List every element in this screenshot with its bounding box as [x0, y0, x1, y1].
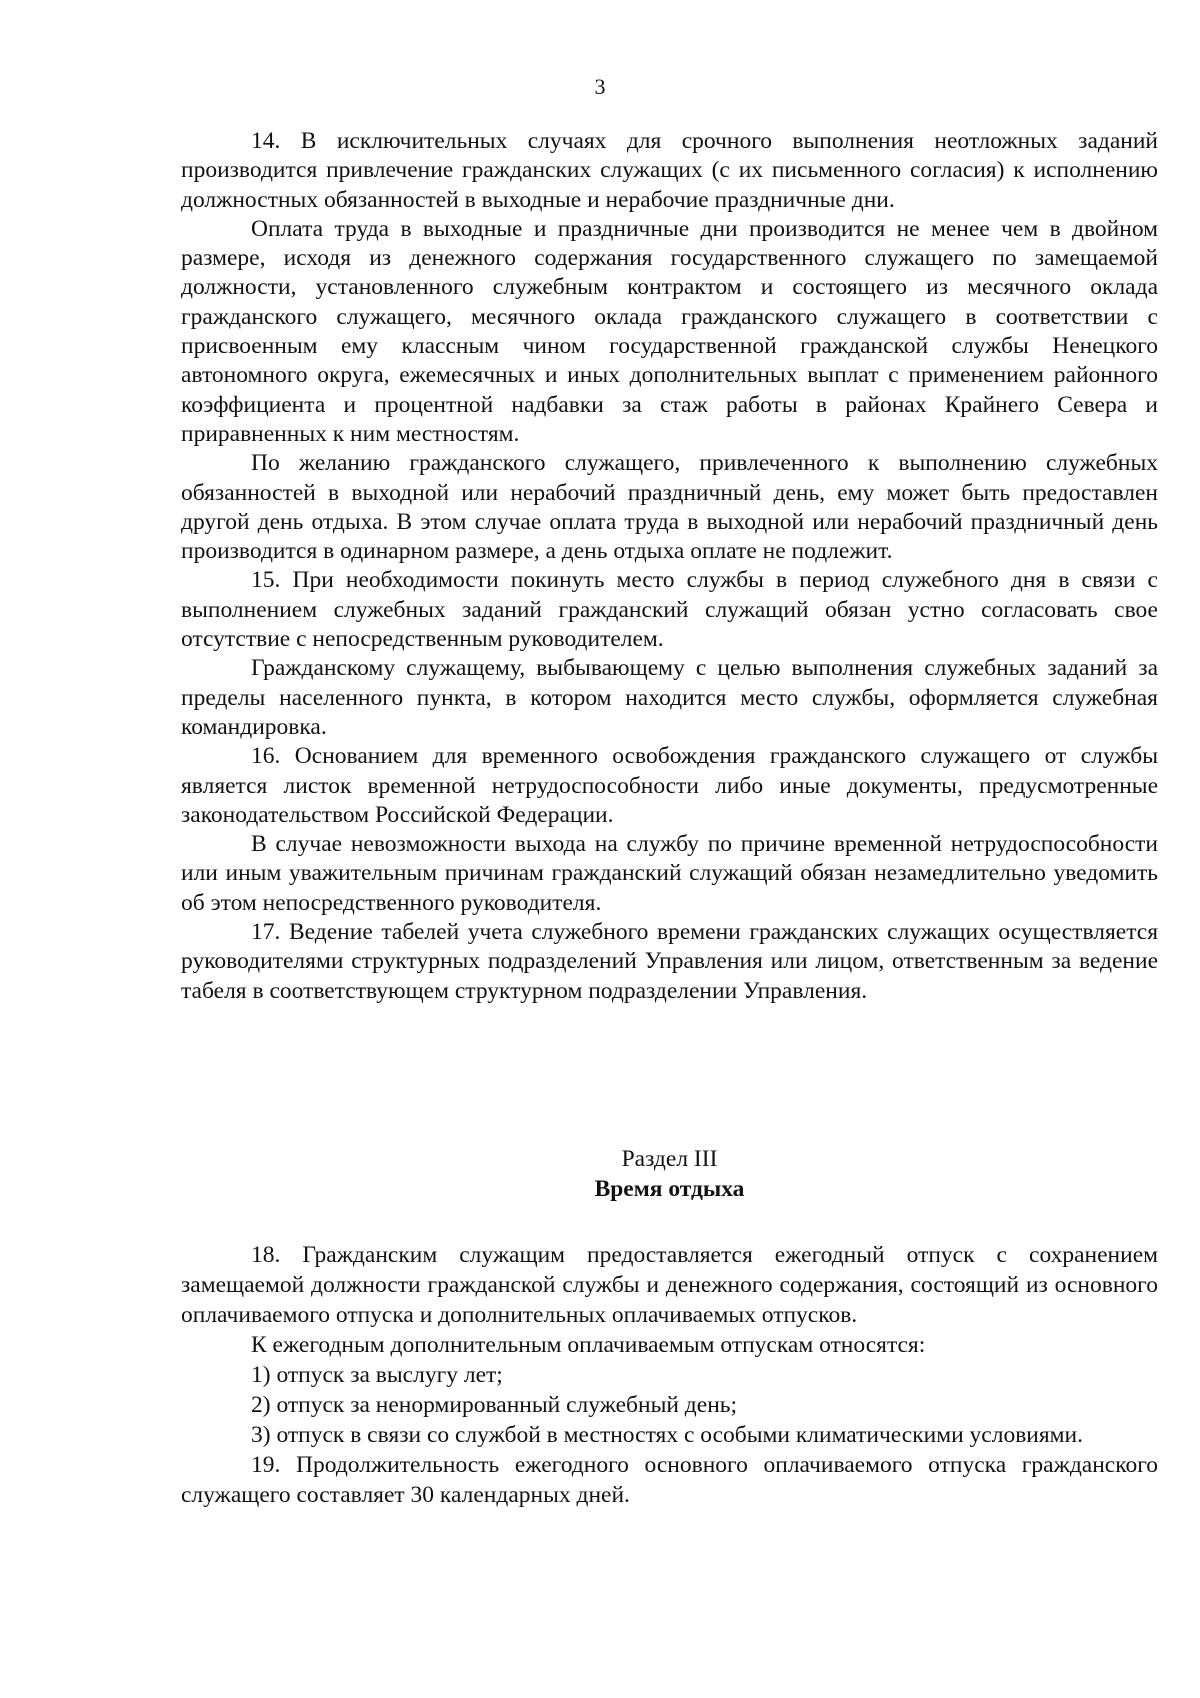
- body-text-part1: [181, 127, 1158, 1006]
- paragraph-19: 19. Продолжительность ежегодного основного оплачиваемого отпуска гражданского служащего составляет 30 календарных дней.: [181, 1452, 1158, 1508]
- paragraph-payment: Оплата труда в выходные и праздничные дни производится не менее чем в двойном размере, исходя из денежного содержания государственного служащего по замещаемой должности, установленного служебным контрактом и состоящего из месячного оклада гражданского служащего, месячного оклада гражданского служащего в соответствии с присвоенным ему классным чином государственной гражданской службы Ненецкого автономного округа, ежемесячных и иных дополнительных выплат с применением районного коэффициента и процентной надбавки за стаж работы в районах Крайнего Севера и приравненных к ним местностям.: [181, 215, 1158, 447]
- paragraph-16: 16. Основанием для временного освобождения гражданского служащего от службы является листок временной нетрудоспособности либо иные документы, предусмотренные законодательством Российской Федерации.: [181, 743, 1158, 828]
- body-text-part2: [181, 1240, 1158, 1510]
- paragraph-day-off: По желанию гражданского служащего, привлеченного к выполнению служебных обязанностей в выходной или нерабочий праздничный день, ему может быть предоставлен другой день отдыха. В этом случае оплата труда в выходной или нерабочий праздничный день производится в одинарном размере, а день отдыха оплате не подлежит.: [181, 450, 1158, 565]
- list-item-3: 3) отпуск в связи со службой в местностях с особыми климатическими условиями.: [251, 1422, 1084, 1448]
- section-header: [181, 1144, 1158, 1204]
- paragraph-additional-leaves: К ежегодным дополнительным оплачиваемым отпускам относятся:: [251, 1332, 926, 1358]
- paragraph-17: 17. Ведение табелей учета служебного времени гражданских служащих осуществляется руководителями структурных подразделений Управления или лицом, ответственным за ведение табеля в соответствующем структурном подразделении Управления.: [181, 919, 1158, 1004]
- section-number: Раздел III: [621, 1146, 718, 1172]
- list-item-1: 1) отпуск за выслугу лет;: [251, 1362, 503, 1388]
- paragraph-18: 18. Гражданским служащим предоставляется ежегодный отпуск с сохранением замещаемой должности гражданской службы и денежного содержания, состоящий из основного оплачиваемого отпуска и дополнительных оплачиваемых отпусков.: [181, 1242, 1158, 1328]
- paragraph-14: 14. В исключительных случаях для срочного выполнения неотложных заданий производится привлечение гражданских служащих (с их письменного согласия) к исполнению должностных обязанностей в выходные и нерабочие праздничные дни.: [181, 128, 1158, 213]
- paragraph-business-trip: Гражданскому служащему, выбывающему с целью выполнения служебных заданий за пределы населенного пункта, в котором находится место службы, оформляется служебная командировка.: [181, 655, 1158, 740]
- section-title: Время отдыха: [594, 1176, 745, 1202]
- page-number: 3: [594, 74, 606, 99]
- paragraph-15: 15. При необходимости покинуть место службы в период служебного дня в связи с выполнением служебных заданий гражданский служащий обязан устно согласовать свое отсутствие с непосредственным руководителем.: [181, 567, 1158, 653]
- list-item-2: 2) отпуск за ненормированный служебный день;: [251, 1392, 738, 1418]
- paragraph-absence-notice: В случае невозможности выхода на службу по причине временной нетрудоспособности или иным уважительным причинам гражданский служащий обязан незамедлительно уведомить об этом непосредственного руководителя.: [181, 831, 1158, 916]
